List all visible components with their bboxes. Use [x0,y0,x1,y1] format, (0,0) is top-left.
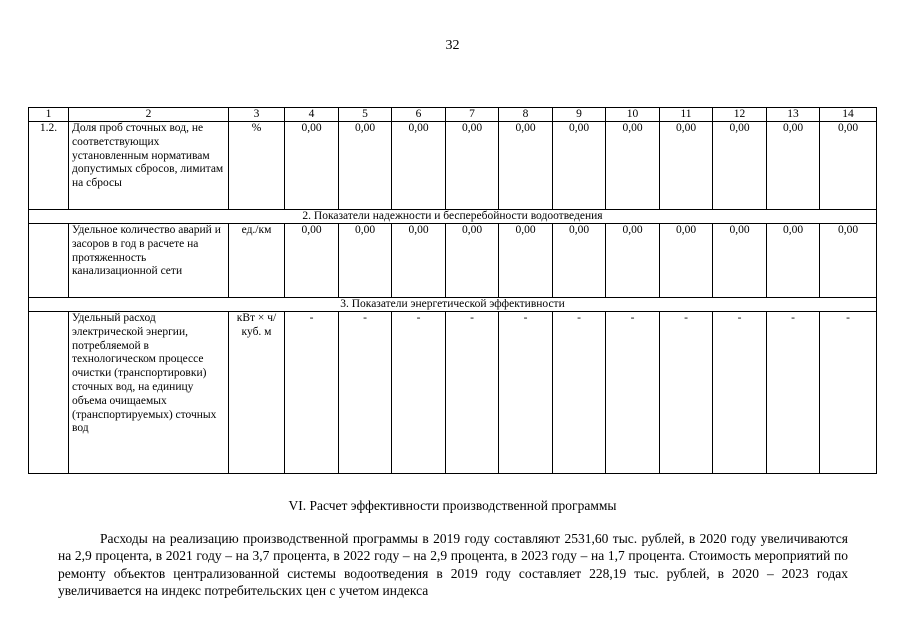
value-cell: 0,00 [446,122,499,210]
column-number-6: 6 [392,108,446,122]
value-cell: 0,00 [713,122,767,210]
value-cell: 0,00 [767,122,820,210]
table-row [29,224,877,298]
column-number-4: 4 [285,108,339,122]
row-number-cell: 1.2. [29,122,69,210]
value-cell: 0,00 [820,224,877,298]
value-cell: - [660,312,713,474]
value-cell: - [713,312,767,474]
table-row [29,312,877,474]
unit-cell: кВт × ч/ куб. м [229,312,285,474]
value-cell: 0,00 [339,224,392,298]
value-cell: 0,00 [606,122,660,210]
row-number-cell [29,312,69,474]
column-number-8: 8 [499,108,553,122]
row-number-cell [29,224,69,298]
value-cell: - [820,312,877,474]
value-cell: 0,00 [285,224,339,298]
value-cell: 0,00 [499,122,553,210]
value-cell: 0,00 [446,224,499,298]
value-cell: - [499,312,553,474]
value-cell: 0,00 [767,224,820,298]
value-cell: 0,00 [713,224,767,298]
value-cell: - [606,312,660,474]
indicator-name-cell: Доля проб сточных вод, не соответствующих установленным нормативам допустимых сбросов, лимитам на сбросы [69,122,229,210]
section-heading: VI. Расчет эффективности производственной программы [288,498,617,513]
indicator-name-cell: Удельное количество аварий и засоров в год в расчете на протяженность канализационной сети [69,224,229,298]
value-cell: 0,00 [392,122,446,210]
unit-cell: ед./км [229,224,285,298]
value-cell: 0,00 [339,122,392,210]
value-cell: 0,00 [285,122,339,210]
indicator-name-cell: Удельный расход электрической энергии, потребляемой в технологическом процессе очистки (транспортировки) сточных вод, на единицу объема очищаемых (транспортируемых) сточных вод [69,312,229,474]
column-number-5: 5 [339,108,392,122]
value-cell: 0,00 [660,224,713,298]
section-row-title: 3. Показатели энергетической эффективности [29,298,877,312]
indicators-table [28,107,877,474]
value-cell: - [285,312,339,474]
column-number-14: 14 [820,108,877,122]
value-cell: 0,00 [553,224,606,298]
column-number-9: 9 [553,108,606,122]
value-cell: 0,00 [499,224,553,298]
value-cell: 0,00 [606,224,660,298]
section-row-title: 2. Показатели надежности и бесперебойности водоотведения [29,210,877,224]
section-row [29,210,877,224]
value-cell: 0,00 [553,122,606,210]
value-cell: - [767,312,820,474]
column-number-row [29,108,877,122]
value-cell: 0,00 [392,224,446,298]
column-number-2: 2 [69,108,229,122]
column-number-7: 7 [446,108,499,122]
column-number-13: 13 [767,108,820,122]
column-number-12: 12 [713,108,767,122]
page-number: 32 [445,38,460,53]
column-number-3: 3 [229,108,285,122]
value-cell: 0,00 [820,122,877,210]
table-row [29,122,877,210]
unit-cell: % [229,122,285,210]
value-cell: 0,00 [660,122,713,210]
value-cell: - [553,312,606,474]
value-cell: - [446,312,499,474]
value-cell: - [392,312,446,474]
section-row [29,298,877,312]
column-number-1: 1 [29,108,69,122]
value-cell: - [339,312,392,474]
column-number-10: 10 [606,108,660,122]
body-paragraph: Расходы на реализацию производственной программы в 2019 году составляют 2531,60 тыс. рублей, в 2020 году увеличиваются на 2,9 процента, в 2021 году – на 3,7 процента, в 2022 году – на 2,9 процента, в 2023 году – на 1,7 процента. Стоимость мероприятий по ремонту объектов централизованной системы водоотведения в 2019 году составляет 228,19 тыс. рублей, в 2020 – 2023 годах увеличивается на индекс потребительских цен с учетом индекса [58,531,848,599]
column-number-11: 11 [660,108,713,122]
